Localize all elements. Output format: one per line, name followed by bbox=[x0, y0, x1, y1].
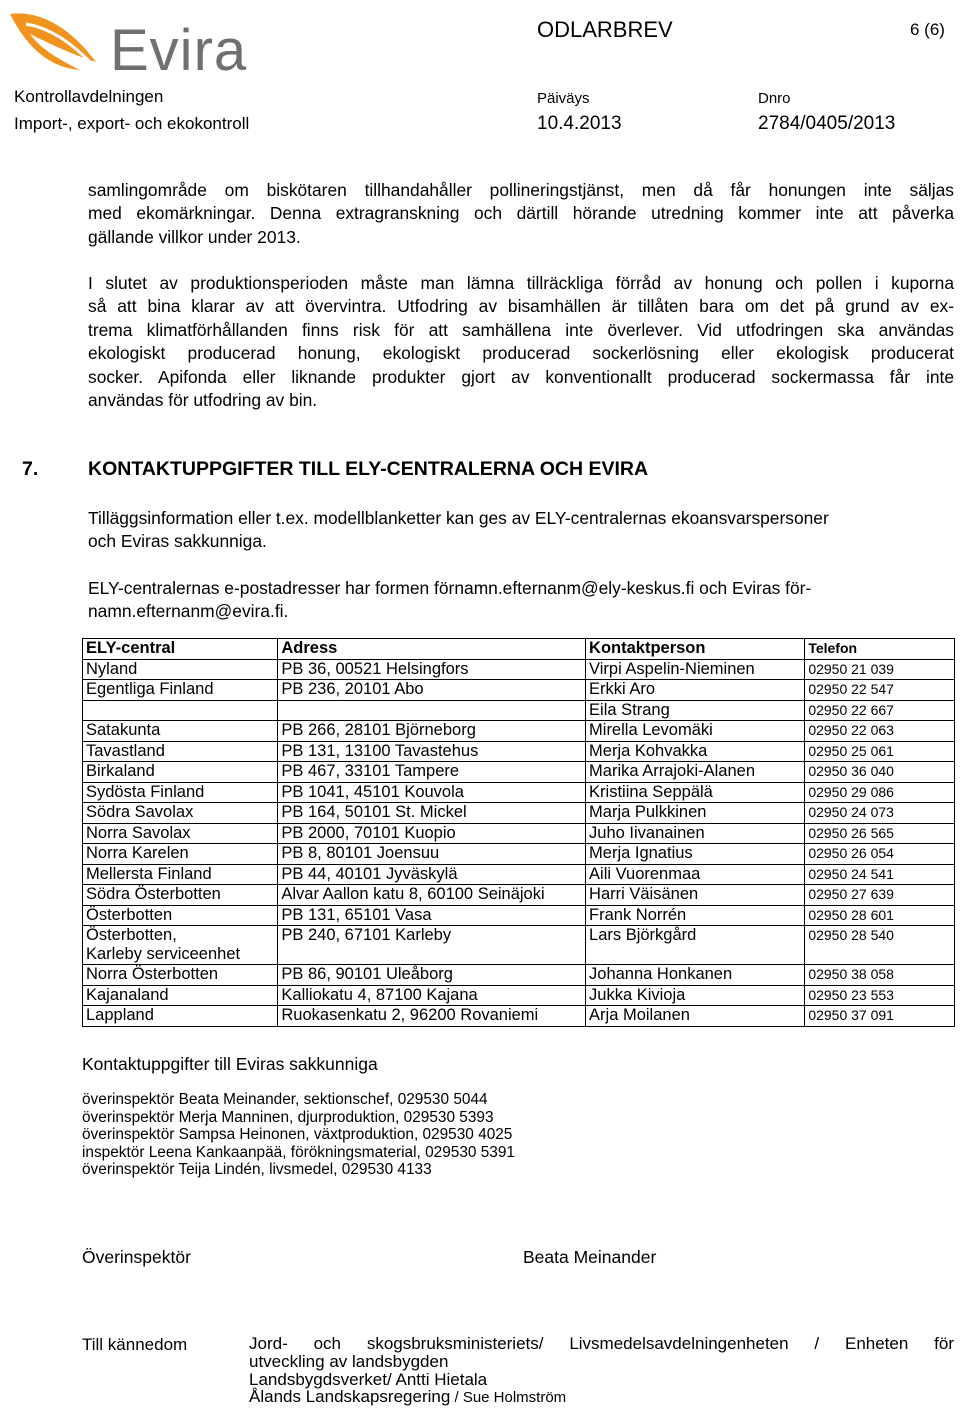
cell-telefon: 02950 22 063 bbox=[805, 721, 955, 742]
signature-title: Överinspektör bbox=[82, 1247, 191, 1267]
cell-person: Eila Strang bbox=[586, 700, 805, 721]
ely-contacts-table bbox=[82, 638, 955, 1027]
cell-person: Frank Norrén bbox=[586, 905, 805, 926]
cell-central: Sydösta Finland bbox=[83, 782, 278, 803]
cell-adress bbox=[278, 700, 586, 721]
doc-type: ODLARBREV bbox=[537, 17, 673, 42]
table-row bbox=[83, 659, 955, 680]
text-line: Tilläggsinformation eller t.ex. modellblanketter kan ges av ELY-centralernas ekoansvarspersoner bbox=[88, 508, 829, 528]
distribution-label: Till kännedom bbox=[82, 1335, 188, 1354]
evira-contacts-title: Kontaktuppgifter till Eviras sakkunniga bbox=[82, 1054, 378, 1074]
cell-person: Merja Kohvakka bbox=[586, 741, 805, 762]
cell-person: Marja Pulkkinen bbox=[586, 803, 805, 824]
dnro-label: Dnro bbox=[758, 90, 791, 107]
cell-telefon: 02950 26 565 bbox=[805, 823, 955, 844]
table-row bbox=[83, 1006, 955, 1027]
cell-telefon: 02950 28 601 bbox=[805, 905, 955, 926]
cell-person: Johanna Honkanen bbox=[586, 965, 805, 986]
cell-telefon: 02950 23 553 bbox=[805, 985, 955, 1006]
text-line: samlingområde om biskötaren tillhandahåller pollineringstjänst, men då får honungen inte säljas bbox=[88, 180, 954, 200]
cell-telefon: 02950 22 547 bbox=[805, 680, 955, 701]
logo-wordmark: Evira bbox=[110, 18, 248, 83]
evira-contacts-list bbox=[82, 1091, 515, 1179]
section-number: 7. bbox=[22, 458, 39, 480]
cell-adress: Kalliokatu 4, 87100 Kajana bbox=[278, 985, 586, 1006]
text-line: trema klimatförhållanden finns risk för att samhällena inte överlever. Vid utfodringen ska användas bbox=[88, 319, 954, 340]
cell-telefon: 02950 27 639 bbox=[805, 885, 955, 906]
cell-adress: Alvar Aallon katu 8, 60100 Seinäjoki bbox=[278, 885, 586, 906]
table-row bbox=[83, 721, 955, 742]
table-row bbox=[83, 885, 955, 906]
section-heading bbox=[22, 458, 648, 481]
cell-telefon: 02950 29 086 bbox=[805, 782, 955, 803]
cell-central: Österbotten bbox=[83, 905, 278, 926]
cell-adress: PB 164, 50101 St. Mickel bbox=[278, 803, 586, 824]
dnro-value: 2784/0405/2013 bbox=[758, 113, 896, 134]
distribution-line bbox=[249, 1388, 954, 1407]
cell-person: Arja Moilanen bbox=[586, 1006, 805, 1027]
cell-adress: PB 236, 20101 Abo bbox=[278, 680, 586, 701]
cell-central bbox=[83, 700, 278, 721]
table-row bbox=[83, 965, 955, 986]
cell-central: Norra Savolax bbox=[83, 823, 278, 844]
cell-telefon: 02950 36 040 bbox=[805, 762, 955, 783]
cell-central: Södra Savolax bbox=[83, 803, 278, 824]
table-row bbox=[83, 803, 955, 824]
cell-person: Kristiina Seppälä bbox=[586, 782, 805, 803]
distribution-recipient: Ålands Landskapsregering bbox=[249, 1387, 451, 1407]
list-item: överinspektör Merja Manninen, djurproduktion, 029530 5393 bbox=[82, 1108, 494, 1126]
table-row bbox=[83, 782, 955, 803]
text-line: med ekomärkningar. Denna extragranskning och därtill hörande utredning kommer inte att påverka bbox=[88, 203, 954, 224]
table-row bbox=[83, 926, 955, 965]
cell-adress: PB 1041, 45101 Kouvola bbox=[278, 782, 586, 803]
cell-adress: PB 44, 40101 Jyväskylä bbox=[278, 864, 586, 885]
page-number: 6 (6) bbox=[910, 20, 945, 39]
cell-person: Mirella Levomäki bbox=[586, 721, 805, 742]
cell-person: Juho Iivanainen bbox=[586, 823, 805, 844]
cell-person: Virpi Aspelin-Nieminen bbox=[586, 659, 805, 680]
table-row bbox=[83, 905, 955, 926]
cell-person: Erkki Aro bbox=[586, 680, 805, 701]
column-header: Adress bbox=[278, 639, 586, 660]
column-header: Kontaktperson bbox=[586, 639, 805, 660]
cell-central: Lappland bbox=[83, 1006, 278, 1027]
list-item: överinspektör Sampsa Heinonen, växtproduktion, 029530 4025 bbox=[82, 1126, 513, 1144]
email-paragraph bbox=[88, 577, 954, 624]
cell-telefon: 02950 24 541 bbox=[805, 864, 955, 885]
cell-person: Jukka Kivioja bbox=[586, 985, 805, 1006]
text-line: ELY-centralernas e-postadresser har formen förnamn.efternanm@ely-keskus.fi och Eviras för- bbox=[88, 578, 812, 598]
column-header: ELY-central bbox=[83, 639, 278, 660]
cell-adress: PB 131, 65101 Vasa bbox=[278, 905, 586, 926]
text-line: gällande villkor under 2013. bbox=[88, 226, 301, 247]
evira-leaf-icon bbox=[6, 4, 116, 82]
distribution-line: Landsbygdsverket/ Antti Hietala bbox=[249, 1369, 488, 1389]
section-title: KONTAKTUPPGIFTER TILL ELY-CENTRALERNA OCH EVIRA bbox=[88, 458, 649, 480]
cell-person: Merja Ignatius bbox=[586, 844, 805, 865]
table-row bbox=[83, 844, 955, 865]
cell-central: Satakunta bbox=[83, 721, 278, 742]
text-line: ekologiskt producerad honung, ekologiskt producerad sockerlösning eller ekologisk producerat bbox=[88, 343, 954, 364]
distribution-list bbox=[249, 1335, 954, 1407]
paragraph-1 bbox=[88, 179, 954, 249]
cell-telefon: 02950 22 667 bbox=[805, 700, 955, 721]
cell-adress: PB 131, 13100 Tavastehus bbox=[278, 741, 586, 762]
list-item: överinspektör Beata Meinander, sektionschef, 029530 5044 bbox=[82, 1091, 488, 1108]
list-item: inspektör Leena Kankaanpää, förökningsmaterial, 029530 5391 bbox=[82, 1143, 515, 1161]
cell-telefon: 02950 25 061 bbox=[805, 741, 955, 762]
cell-adress: PB 266, 28101 Björneborg bbox=[278, 721, 586, 742]
text-line: namn.efternanm@evira.fi. bbox=[88, 601, 289, 622]
cell-central bbox=[83, 926, 278, 965]
cell-adress: PB 467, 33101 Tampere bbox=[278, 762, 586, 783]
text-line: så att bina klarar av att övervintra. Utfodring av bisamhällen är tillåten bara om det på grund av ex- bbox=[88, 296, 954, 317]
cell-central: Tavastland bbox=[83, 741, 278, 762]
cell-telefon: 02950 37 091 bbox=[805, 1006, 955, 1027]
cell-telefon: 02950 38 058 bbox=[805, 965, 955, 986]
department: Kontrollavdelningen bbox=[14, 87, 164, 106]
cell-central-line: Österbotten, bbox=[86, 926, 177, 944]
cell-central: Södra Österbotten bbox=[83, 885, 278, 906]
unit: Import-, export- och ekokontroll bbox=[14, 114, 250, 133]
cell-central: Nyland bbox=[83, 659, 278, 680]
table-row bbox=[83, 680, 955, 701]
cell-adress: Ruokasenkatu 2, 96200 Rovaniemi bbox=[278, 1006, 586, 1027]
distribution-line: Jord- och skogsbruksministeriets/ Livsmedelsavdelningenheten / Enheten för bbox=[249, 1334, 954, 1353]
cell-person: Harri Väisänen bbox=[586, 885, 805, 906]
cell-central: Norra Karelen bbox=[83, 844, 278, 865]
cell-central: Birkaland bbox=[83, 762, 278, 783]
cell-adress: PB 2000, 70101 Kuopio bbox=[278, 823, 586, 844]
cell-adress: PB 86, 90101 Uleåborg bbox=[278, 965, 586, 986]
cell-central-line: Karleby serviceenhet bbox=[86, 945, 241, 963]
cell-adress: PB 8, 80101 Joensuu bbox=[278, 844, 586, 865]
cell-central: Kajanaland bbox=[83, 985, 278, 1006]
table-row bbox=[83, 741, 955, 762]
text-line: och Eviras sakkunniga. bbox=[88, 531, 267, 552]
table-row bbox=[83, 762, 955, 783]
table-row bbox=[83, 700, 955, 721]
column-header: Telefon bbox=[805, 639, 955, 660]
table-row bbox=[83, 864, 955, 885]
text-line: socker. Apifonda eller liknande produkter gjort av konventionallt producerad sockermassa får inte bbox=[88, 366, 954, 387]
cell-telefon: 02950 21 039 bbox=[805, 659, 955, 680]
cell-telefon: 02950 28 540 bbox=[805, 926, 955, 965]
cell-person: Aili Vuorenmaa bbox=[586, 864, 805, 885]
cell-telefon: 02950 26 054 bbox=[805, 844, 955, 865]
table-header-row bbox=[83, 639, 955, 660]
cell-central: Norra Österbotten bbox=[83, 965, 278, 986]
cell-central: Mellersta Finland bbox=[83, 864, 278, 885]
paragraph-2 bbox=[88, 272, 954, 412]
date-value: 10.4.2013 bbox=[537, 113, 622, 134]
text-line: användas för utfodring av bin. bbox=[88, 390, 318, 411]
cell-central: Egentliga Finland bbox=[83, 680, 278, 701]
table-row bbox=[83, 985, 955, 1006]
cell-person: Marika Arrajoki-Alanen bbox=[586, 762, 805, 783]
cell-adress: PB 240, 67101 Karleby bbox=[278, 926, 586, 965]
cell-person: Lars Björkgård bbox=[586, 926, 805, 965]
signature-name: Beata Meinander bbox=[523, 1247, 657, 1267]
distribution-contact: / Sue Holmström bbox=[450, 1389, 567, 1407]
table-row bbox=[83, 823, 955, 844]
cell-adress: PB 36, 00521 Helsingfors bbox=[278, 659, 586, 680]
date-label: Päiväys bbox=[537, 90, 590, 107]
list-item: överinspektör Teija Lindén, livsmedel, 029530 4133 bbox=[82, 1161, 432, 1179]
info-paragraph bbox=[88, 507, 954, 554]
evira-logo bbox=[6, 4, 246, 82]
cell-telefon: 02950 24 073 bbox=[805, 803, 955, 824]
distribution-line: utveckling av landsbygden bbox=[249, 1351, 449, 1371]
text-line: I slutet av produktionsperioden måste man lämna tillräckliga förråd av honung och pollen i kuporna bbox=[88, 273, 954, 293]
